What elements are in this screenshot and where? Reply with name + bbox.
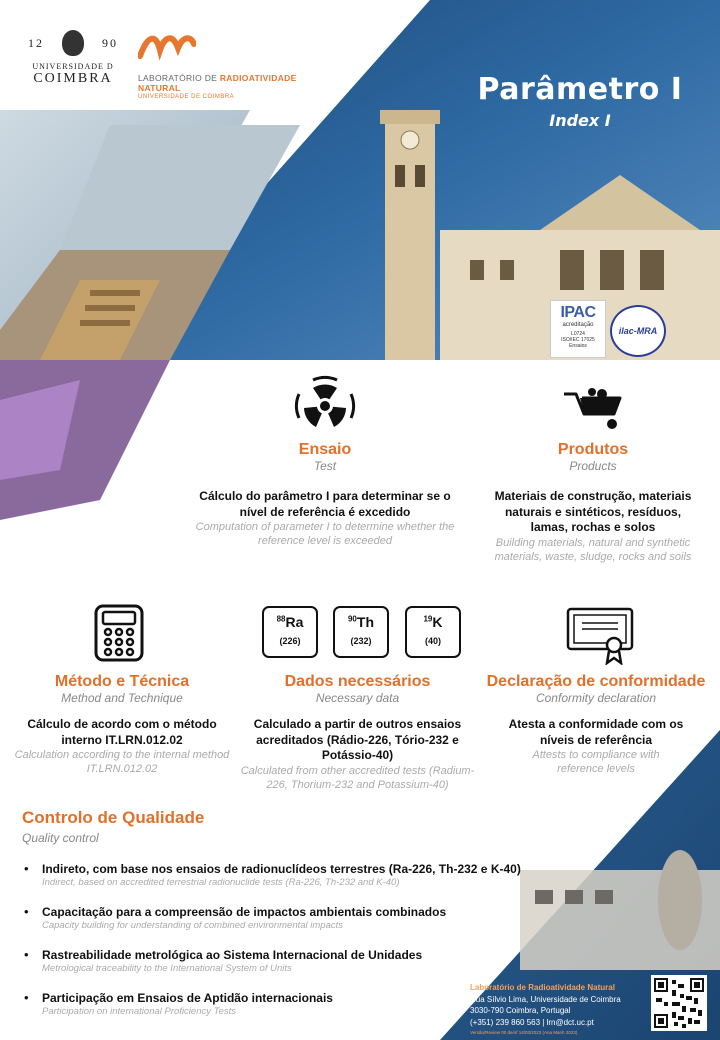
certificate-icon	[566, 607, 634, 665]
ensaio-body: Cálculo do parâmetro I para determinar se o nível de referência é excedido	[199, 489, 451, 519]
section-metodo	[12, 673, 232, 777]
produtos-title: Produtos	[557, 441, 629, 458]
element-ra-symbol: $^{88}$Ra	[276, 614, 304, 630]
lrn-wave-icon	[138, 30, 196, 64]
produtos-body: Materiais de construção, materiais naturais e sintéticos, resíduos, lamas, rochas e solos	[494, 489, 692, 535]
dados-title: Dados necessários	[284, 673, 431, 690]
quality-item	[22, 862, 582, 888]
contact-name: Laboratório de Radioatividade Natural	[470, 983, 615, 992]
page-subtitle: Index I	[549, 111, 611, 130]
quality-item-pt: • Participação em Ensaios de Aptidão internacionais	[42, 991, 333, 1005]
ipac-accreditation: acreditação	[562, 322, 594, 328]
section-produtos	[488, 441, 698, 564]
lab-name-highlight: RADIOATIVIDADE NATURAL	[138, 73, 297, 93]
page-title: Parâmetro I	[477, 72, 683, 107]
quality-title: Controlo de Qualidade	[22, 808, 205, 827]
element-th-value: (232)	[350, 636, 372, 646]
ipac-code: L0724	[571, 331, 585, 337]
lab-name	[138, 73, 338, 93]
quality-item	[22, 948, 582, 974]
declaracao-body: Atesta a conformidade com os níveis de referência	[508, 717, 684, 747]
uc-year-left: 12	[28, 35, 44, 50]
wheelbarrow-icon	[562, 384, 626, 430]
declaracao-body-en: Attests to compliance with reference levels	[532, 749, 660, 776]
element-th	[333, 606, 389, 658]
calculator-icon	[94, 604, 144, 662]
ipac-standard: ISO/IEC 17025	[561, 337, 595, 343]
produtos-subtitle: Products	[569, 459, 617, 473]
version-note: Versão/Review 00 de/of 14/03/2023 (Ana Manh 2023)	[470, 1030, 578, 1035]
title-block	[470, 72, 690, 130]
quality-item-pt: • Capacitação para a compreensão de impactos ambientais combinados	[42, 905, 447, 919]
radiation-icon	[293, 374, 357, 434]
element-ra	[262, 606, 318, 658]
element-k-symbol: $^{19}$K	[423, 614, 443, 630]
contact-address1: Rua Sílvio Lima, Universidade de Coimbra	[470, 994, 621, 1004]
element-th-symbol: $^{90}$Th	[347, 614, 374, 630]
dados-body: Calculado a partir de outros ensaios acreditados (Rádio-226, Tório-232 e Potássio-40)	[253, 717, 462, 763]
quality-item-en: Metrological traceability to the International System of Units	[42, 963, 292, 974]
ipac-logo-text: IPAC	[560, 304, 596, 321]
section-dados	[240, 673, 475, 792]
section-ensaio	[180, 441, 470, 549]
lrn-logo	[138, 30, 338, 100]
metodo-subtitle: Method and Technique	[61, 691, 183, 705]
dados-subtitle: Necessary data	[315, 691, 400, 705]
quality-item-pt: • Rastreabilidade metrológica ao Sistema Internacional de Unidades	[42, 948, 423, 962]
section-declaracao	[480, 673, 712, 777]
uc-seal-icon	[62, 30, 84, 56]
quality-item	[22, 905, 582, 931]
element-k-value: (40)	[424, 636, 441, 646]
uc-name-line2: COIMBRA	[33, 71, 113, 86]
declaracao-title: Declaração de conformidade	[486, 673, 706, 690]
element-k	[405, 606, 461, 658]
ipac-type: Ensaios	[569, 343, 587, 349]
quality-item-en: Indirect, based on accredited terrestrial radionuclide tests (Ra-226, Th-232 and K-40)	[42, 877, 400, 888]
ensaio-subtitle: Test	[313, 459, 337, 473]
quality-item-pt: • Indireto, com base nos ensaios de radionuclídeos terrestres (Ra-226, Th-232 e K-40)	[42, 862, 521, 876]
quality-item-en: Capacity building for understanding of combined environmental impacts	[42, 920, 344, 931]
ensaio-title: Ensaio	[298, 441, 352, 458]
uc-year-right: 90	[102, 35, 118, 50]
produtos-body-en: Building materials, natural and synthetic materials, waste, sludge, rocks and soils	[494, 536, 692, 564]
metodo-title: Método e Técnica	[54, 673, 190, 690]
element-ra-value: (226)	[279, 636, 301, 646]
ipac-badge	[550, 300, 606, 358]
contact-address2: 3030-790 Coimbra, Portugal	[470, 1006, 571, 1016]
qr-code-icon[interactable]	[651, 975, 707, 1031]
contact-block	[470, 982, 645, 1028]
metodo-body-en: Calculation according to the internal method IT.LRN.012.02	[14, 749, 230, 776]
ensaio-body-en: Computation of parameter I to determine whether the reference level is exceeded	[195, 521, 455, 548]
lab-university: UNIVERSIDADE DE COIMBRA	[138, 94, 235, 100]
uc-name-line1: UNIVERSIDADE D	[32, 62, 114, 71]
contact-phone-email: (+351) 239 860 563 | lrn@dct.uc.pt	[470, 1017, 594, 1027]
lab-name-prefix: LABORATÓRIO DE	[138, 73, 220, 83]
declaracao-subtitle: Conformity declaration	[535, 691, 657, 705]
ilac-text: ilac-MRA	[618, 326, 658, 336]
ilac-badge	[610, 305, 666, 357]
quality-item-en: Participation on international Proficiency Tests	[42, 1006, 236, 1017]
quality-subtitle: Quality control	[22, 831, 99, 845]
dados-body-en: Calculated from other accredited tests (Radium-226, Thorium-232 and Potassium-40)	[240, 764, 475, 792]
uc-logo	[28, 30, 118, 87]
metodo-body: Cálculo de acordo com o método interno IT.LRN.012.02	[27, 717, 217, 747]
